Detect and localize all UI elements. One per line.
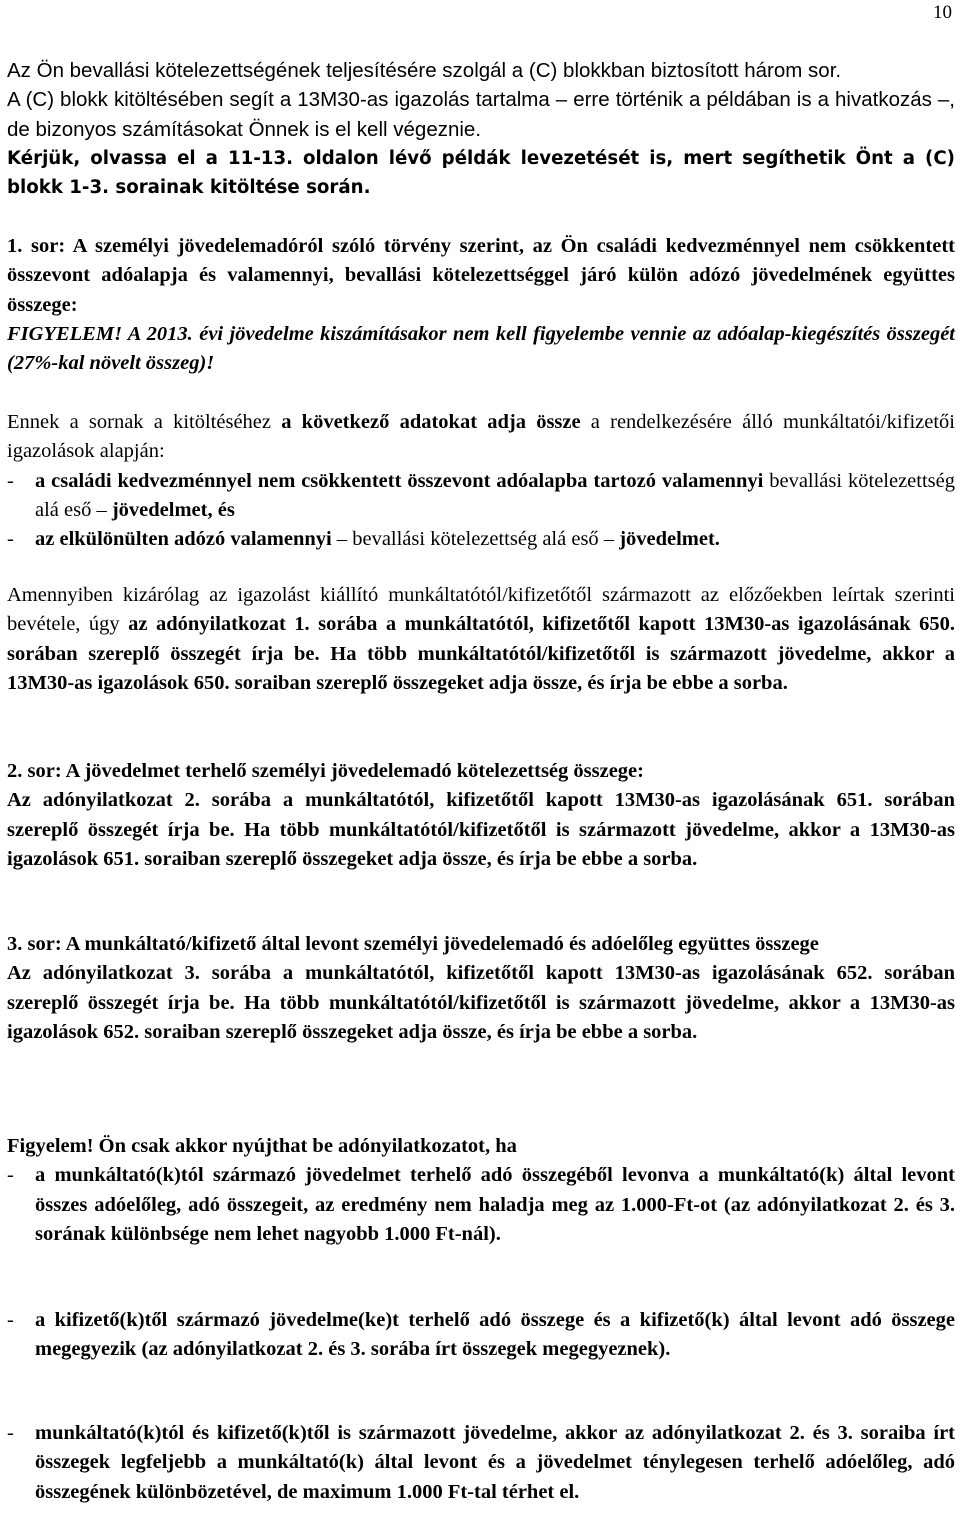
row1-summary-b: az adónyilatkozat 1. sorába a munkáltatótól, kifizetőtől kapott 13M30-as igazolásának 650. sorában szereplő összegét írja be. Ha több munkáltatótól/kifizetőtől is származott jövedelme, akkor a 13M30-as igazolások 650. soraiban szereplő összegeket adja össze, és írja be ebbe a sorba. (7, 613, 955, 694)
page-number: 10 (933, 2, 952, 23)
row1-instruction-paragraph (7, 408, 955, 467)
row3-heading: 3. sor: A munkáltató/kifizető által levont személyi jövedelemadó és adóelőleg együttes összege (7, 933, 819, 955)
notice-item-3 (7, 1419, 955, 1507)
notice-item-2-text: a kifizető(k)től származó jövedelme(ke)t terhelő adó összege és a kifizető(k) által levont adó összege megegyezik (az adónyilatkozat 2. és 3. sorába írt összegek megegyeznek). (35, 1309, 955, 1361)
row1-instr-b: a következő adatokat adja össze (281, 411, 581, 433)
row1-instructions (7, 408, 955, 554)
intro-bold-note: Kérjük, olvassa el a 11-13. oldalon lévő példák levezetését is, mert segíthetik Önt a (C) blokk 1-3. sorainak kitöltése során. (7, 147, 955, 199)
bullet-dash: - (7, 469, 14, 492)
notice-item-1 (7, 1161, 955, 1249)
bullet-dash: - (7, 1422, 14, 1444)
notice-item-2-block (7, 1306, 955, 1365)
row1-bullet-1 (7, 467, 955, 526)
row2-text: Az adónyilatkozat 2. sorába a munkáltatótól, kifizetőtől kapott 13M30-as igazolásának 651. sorában szereplő összegét írja be. Ha több munkáltatótól/kifizetőtől is származott jövedelme, akkor a 13M30-as igazolások 651. soraiban szereplő összegeket adja össze, és írja be ebbe a sorba. (7, 789, 955, 870)
notice-item-3-text: munkáltató(k)tól és kifizető(k)től is származott jövedelme, akkor az adónyilatkozat 2. és 3. soraiba írt összegek legfeljebb a munkáltató(k) által levont és a jövedelmet ténylegesen terhelő adóelőleg, adó összegének különbözetével, de maximum 1.000 Ft-tal térhet el. (35, 1422, 955, 1503)
row1-instr-c: a rendelkezésére álló munkáltatói/kifizetői igazolások alapján: (7, 411, 955, 463)
row1-bullet-2-b: – bevallási kötelezettség alá eső – (331, 528, 620, 551)
row1-bullet-1-c: jövedelmet, és (111, 498, 235, 521)
notice-item-1-text: a munkáltató(k)tól származó jövedelmet terhelő adó összegéből levonva a munkáltató(k) által levont összes adóelőleg, adó összegeit, az eredmény nem haladja meg az 1.000-Ft-ot (az adónyilatkozat 2. és 3. sorának különbsége nem lehet nagyobb 1.000 Ft-nál). (35, 1164, 955, 1245)
row1-section (7, 232, 955, 378)
row3-section (7, 930, 955, 1047)
row1-bullet-1-a: a családi kedvezménnyel nem csökkentett összevont adóalapba tartozó valamennyi (35, 469, 764, 492)
notice-item-2 (7, 1306, 955, 1365)
bullet-dash: - (7, 528, 14, 551)
intro-section (7, 56, 955, 202)
row2-section (7, 757, 955, 874)
intro-line-2: A (C) blokk kitöltésében segít a 13M30-as igazolás tartalma – erre történik a példában is a hivatkozás –, de bizonyos számításokat Önnek is el kell végeznie. (7, 88, 955, 141)
row1-warning: FIGYELEM! A 2013. évi jövedelme kiszámításakor nem kell figyelembe vennie az adóalap-kiegészítés összegét (27%-kal növelt összeg)! (7, 322, 955, 375)
row1-bullet-2 (7, 525, 955, 554)
row1-summary-paragraph (7, 581, 955, 698)
row1-summary-a: Amennyiben kizárólag az igazolást kiállító munkáltatótól/kifizetőtől származott az előzőekben leírtak szerinti bevétele, úgy (7, 584, 955, 636)
row3-text: Az adónyilatkozat 3. sorába a munkáltatótól, kifizetőtől kapott 13M30-as igazolásának 652. sorában szereplő összegét írja be. Ha több munkáltatótól/kifizetőtől is származott jövedelme, akkor a 13M30-as igazolások 652. soraiban szereplő összegeket adja össze, és írja be ebbe a sorba. (7, 962, 955, 1043)
bullet-dash: - (7, 1309, 14, 1331)
notice-section (7, 1132, 955, 1249)
notice-item-3-block (7, 1419, 955, 1507)
row1-bullet-2-a: az elkülönülten adózó valamennyi (35, 528, 332, 551)
row1-heading: 1. sor: A személyi jövedelemadóról szóló törvény szerint, az Ön családi kedvezménnyel nem csökkentett összevont adóalapja és valamennyi, bevallási kötelezettséggel járó külön adózó jövedelmének együttes összege: (7, 235, 955, 316)
notice-heading: Figyelem! Ön csak akkor nyújthat be adónyilatkozatot, ha (7, 1135, 517, 1157)
row1-summary (7, 581, 955, 698)
row1-bullet-2-c: jövedelmet. (619, 528, 720, 551)
bullet-dash: - (7, 1164, 14, 1187)
row2-heading: 2. sor: A jövedelmet terhelő személyi jövedelemadó kötelezettség összege: (7, 760, 644, 782)
row1-bullet-1-b: bevallási kötelezettség alá eső – (35, 469, 955, 521)
intro-line-1: Az Ön bevallási kötelezettségének teljesítésére szolgál a (C) blokkban biztosított három sor. (7, 59, 842, 82)
row1-instr-a: Ennek a sornak a kitöltéséhez (7, 411, 282, 433)
